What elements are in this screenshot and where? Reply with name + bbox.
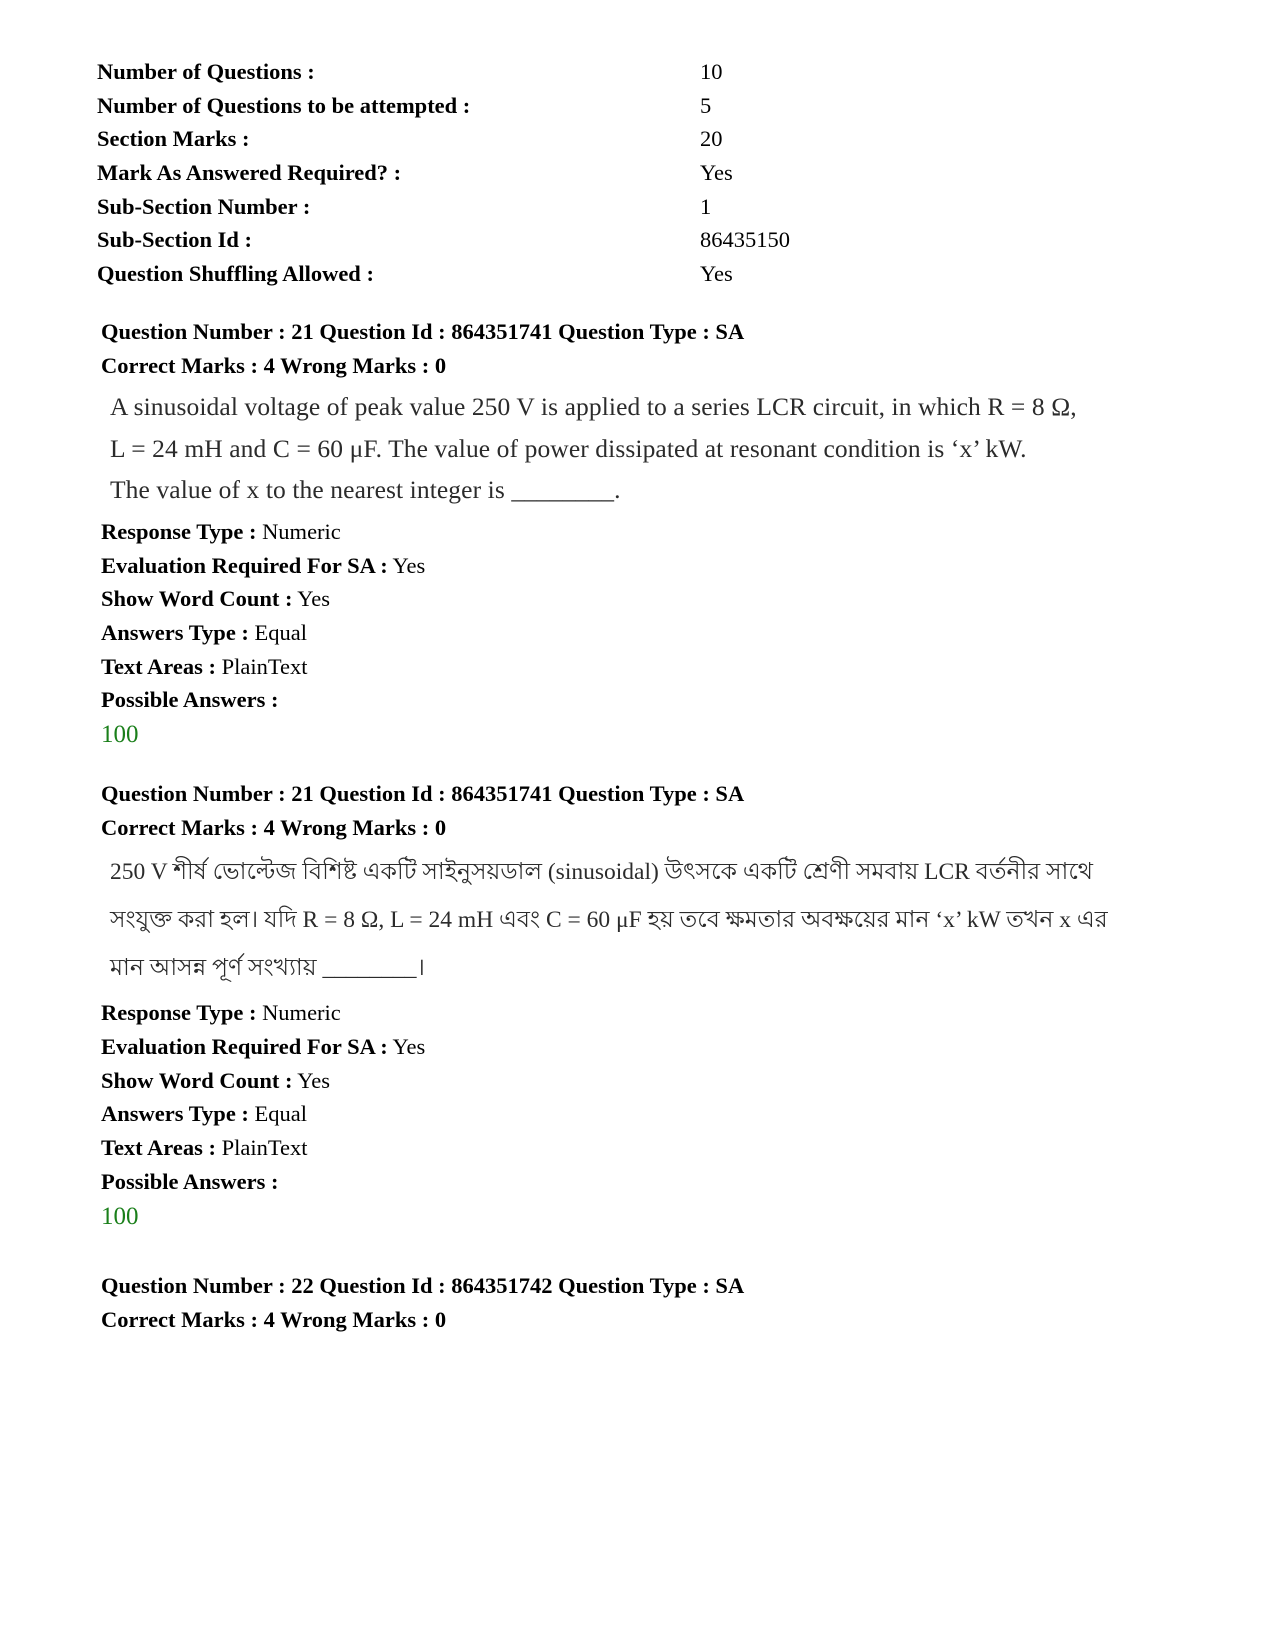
info-label: Number of Questions to be attempted :	[97, 92, 471, 118]
info-row-number-of-questions	[97, 55, 1097, 89]
question-header: Question Number : 22 Question Id : 864351742 Question Type : SA	[101, 1273, 745, 1298]
info-row-sub-section-number	[97, 190, 1097, 224]
meta-value: Yes	[387, 1034, 426, 1060]
meta-label: Response Type :	[101, 1000, 257, 1026]
meta-label: Text Areas :	[101, 653, 216, 679]
question-marks: Correct Marks : 4 Wrong Marks : 0	[101, 814, 447, 840]
info-label: Question Shuffling Allowed :	[97, 260, 374, 286]
meta-show-word-count	[101, 1064, 1181, 1098]
meta-label: Response Type :	[101, 518, 257, 544]
info-row-sub-section-id	[97, 223, 1097, 257]
meta-response-type	[101, 515, 1181, 549]
meta-value: PlainText	[216, 653, 308, 679]
question-marks: Correct Marks : 4 Wrong Marks : 0	[101, 352, 447, 378]
info-value: 20	[700, 126, 723, 152]
info-row-section-marks	[97, 122, 1097, 156]
meta-label: Possible Answers :	[101, 687, 279, 713]
meta-evaluation-required	[101, 549, 1181, 583]
meta-text-areas	[101, 650, 1181, 684]
meta-value: Equal	[248, 619, 308, 645]
meta-possible-answers	[101, 1165, 1181, 1199]
meta-label: Evaluation Required For SA :	[101, 552, 388, 578]
question-text-line: মান আসন্ন পূর্ণ সংখ্যায় ________।	[110, 955, 425, 982]
question-marks: Correct Marks : 4 Wrong Marks : 0	[101, 1306, 447, 1332]
meta-label: Show Word Count :	[101, 586, 293, 612]
info-row-question-shuffling	[97, 257, 1097, 291]
question-block-21-english	[101, 315, 1181, 753]
question-text-line: সংযুক্ত করা হল। যদি R = 8 Ω, L = 24 mH এবং C = 60 μF হয় তবে ক্ষমতার অবক্ষয়ের মান ‘x’ kW তখন x এর	[110, 907, 1108, 934]
meta-label: Show Word Count :	[101, 1067, 293, 1093]
meta-value: Numeric	[256, 1000, 341, 1026]
question-text	[110, 386, 1181, 511]
question-header: Question Number : 21 Question Id : 864351741 Question Type : SA	[101, 319, 745, 344]
meta-value: Yes	[292, 586, 331, 612]
info-value: Yes	[700, 260, 733, 286]
question-block-21-bengali	[101, 777, 1181, 1235]
info-value: 5	[700, 92, 712, 118]
meta-label: Text Areas :	[101, 1135, 216, 1161]
possible-answer-value: 100	[101, 1202, 139, 1230]
meta-answers-type	[101, 1097, 1181, 1131]
info-value: Yes	[700, 159, 733, 185]
meta-evaluation-required	[101, 1030, 1181, 1064]
meta-value: PlainText	[216, 1135, 308, 1161]
meta-response-type	[101, 996, 1181, 1030]
info-label: Sub-Section Number :	[97, 193, 311, 219]
meta-possible-answers	[101, 683, 1181, 717]
info-label: Sub-Section Id :	[97, 227, 253, 253]
meta-label: Answers Type :	[101, 1101, 249, 1127]
meta-text-areas	[101, 1131, 1181, 1165]
question-text	[110, 848, 1181, 992]
info-label: Mark As Answered Required? :	[97, 159, 402, 185]
meta-label: Evaluation Required For SA :	[101, 1034, 388, 1060]
question-block-22	[101, 1269, 1181, 1336]
meta-value: Numeric	[256, 518, 341, 544]
meta-value: Yes	[387, 552, 426, 578]
info-value: 10	[700, 58, 723, 84]
possible-answer-value: 100	[101, 721, 139, 748]
meta-value: Yes	[292, 1067, 331, 1093]
info-label: Section Marks :	[97, 126, 250, 152]
question-text-line: The value of x to the nearest integer is ________.	[110, 475, 621, 505]
question-header: Question Number : 21 Question Id : 864351741 Question Type : SA	[101, 781, 745, 806]
meta-answers-type	[101, 616, 1181, 650]
meta-label: Answers Type :	[101, 619, 249, 645]
question-text-line: L = 24 mH and C = 60 μF. The value of power dissipated at resonant condition is ‘x’ kW.	[110, 433, 1027, 463]
meta-label: Possible Answers :	[101, 1168, 279, 1194]
meta-show-word-count	[101, 582, 1181, 616]
section-info	[97, 55, 1097, 291]
question-text-line: 250 V শীর্ষ ভোল্টেজ বিশিষ্ট একটি সাইনুসয়ডাল (sinusoidal) উৎসকে একটি শ্রেণী সমবায় LCR বর্তনীর সাথে	[110, 859, 1093, 886]
meta-value: Equal	[248, 1101, 308, 1127]
info-row-mark-as-answered	[97, 156, 1097, 190]
info-value: 1	[700, 193, 712, 219]
info-row-questions-to-attempt	[97, 89, 1097, 123]
info-label: Number of Questions :	[97, 58, 315, 84]
info-value: 86435150	[700, 227, 790, 253]
question-text-line: A sinusoidal voltage of peak value 250 V is applied to a series LCR circuit, in which R = 8 Ω,	[110, 392, 1077, 422]
